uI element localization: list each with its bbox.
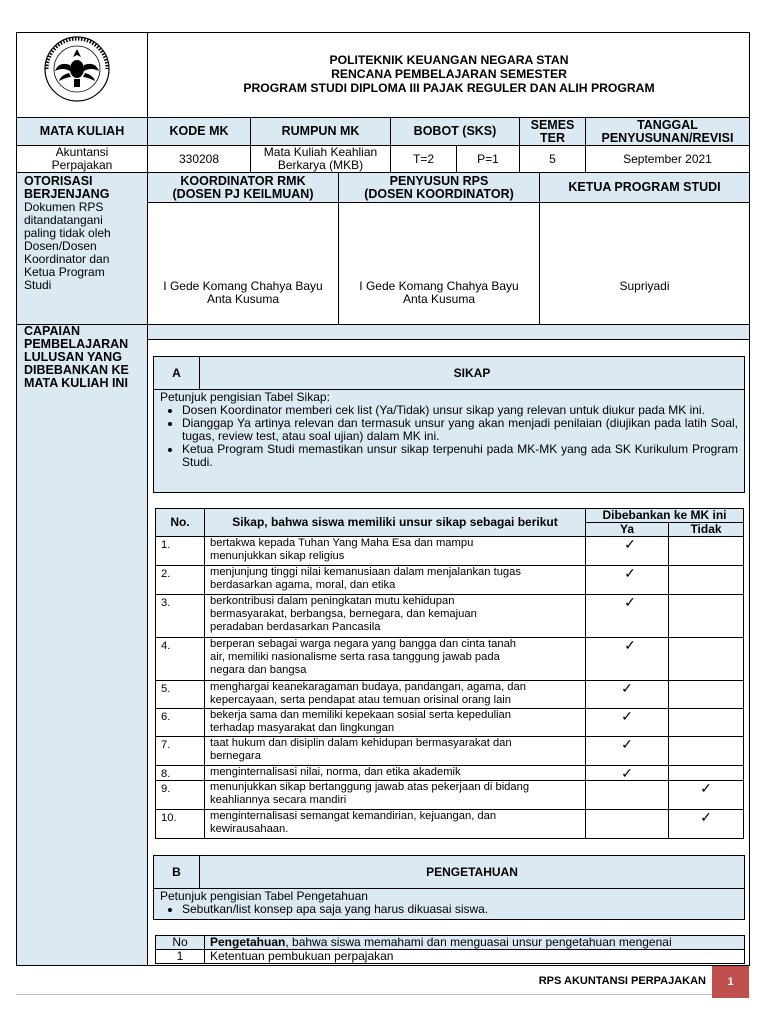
coordinator-signature-cell xyxy=(147,202,339,325)
sikap-row-desc xyxy=(204,780,586,810)
sikap-instruction-item: • Dianggap Ya artinya relevan dan termasuk unsur yang akan menjadi penilaian (diujikan pada latih Soal, tugas, review test, atau soal ujian) dalam MK ini. xyxy=(182,417,738,443)
sikap-row-desc-line: berperan sebagai warga negara yang bangga dan cinta tanah xyxy=(210,638,517,650)
authorization-label-2: BERJENJANG xyxy=(24,187,110,201)
sikap-row-tidak xyxy=(668,536,744,566)
sikap-row-desc xyxy=(204,637,586,681)
footer-rule xyxy=(16,994,750,995)
sikap-instruction-item: • Dosen Koordinator memberi cek list (Ya/Tidak) unsur sikap yang relevan untuk diukur pada MK ini. xyxy=(182,404,738,417)
sikap-row-desc xyxy=(204,680,586,709)
coordinator-title-line2: (DOSEN PJ KEILMUAN) xyxy=(172,186,314,201)
col-code: KODE MK xyxy=(147,117,251,146)
sikap-row-tidak: ✓ xyxy=(668,780,744,810)
footer-page-number: 1 xyxy=(712,966,749,998)
author-title-line2: (DOSEN KOORDINATOR) xyxy=(364,186,514,201)
sikap-row-desc xyxy=(204,565,586,595)
sikap-row-yes: ✓ xyxy=(585,565,669,595)
col-date xyxy=(585,117,750,146)
course-code: 330208 xyxy=(147,145,251,173)
pengetahuan-instructions-list xyxy=(160,903,738,916)
coordinator-name-line2: Anta Kusuma xyxy=(206,292,280,306)
sikap-row-desc-line: bertakwa kepada Tuhan Yang Maha Esa dan mampu xyxy=(210,537,474,549)
pengetahuan-instruction-item: • Sebutkan/list konsep apa saja yang harus dikuasai siswa. xyxy=(182,903,738,916)
col-semester xyxy=(519,117,586,146)
sikap-row-desc-line: air, memiliki nasionalisme serta rasa tanggung jawab pada xyxy=(210,651,500,663)
sikap-row-desc-line: negara dan bangsa xyxy=(210,664,307,676)
authorization-label-1: OTORISASI xyxy=(24,174,93,188)
institution-name: POLITEKNIK KEUANGAN NEGARA STAN xyxy=(329,52,569,67)
sikap-row-yes: ✓ xyxy=(585,708,669,737)
sikap-row-desc-line: kepercayaan, serta pendapat atau temuan orisinal orang lain xyxy=(210,694,512,706)
sikap-row-no: 8. xyxy=(155,765,205,781)
sikap-row-desc-line: kewirausahaan. xyxy=(210,823,289,835)
sikap-row-tidak xyxy=(668,565,744,595)
sikap-instructions xyxy=(153,389,745,493)
sikap-row-no: 1. xyxy=(155,536,205,566)
sikap-row-no: 6. xyxy=(155,708,205,737)
cpl-label-3: LULUSAN YANG xyxy=(24,350,122,364)
sikap-row-desc xyxy=(204,765,586,781)
col-date-line2: PENYUSUNAN/REVISI xyxy=(601,130,734,145)
sikap-row-yes: ✓ xyxy=(585,765,669,781)
sikap-row-no: 4. xyxy=(155,637,205,681)
sikap-row-tidak xyxy=(668,594,744,638)
sikap-row-no: 2. xyxy=(155,565,205,595)
col-date-line1: TANGGAL xyxy=(637,117,698,132)
author-title-line1: PENYUSUN RPS xyxy=(389,173,489,188)
pengetahuan-col-no: No xyxy=(155,935,205,950)
sikap-row-desc xyxy=(204,708,586,737)
sikap-row-desc-line: menunjukkan sikap religius xyxy=(210,550,345,562)
author-title xyxy=(338,172,540,203)
col-course: MATA KULIAH xyxy=(16,117,148,146)
sikap-row-desc-line: bermasyarakat, berbangsa, bernegara, dan kemajuan xyxy=(210,608,477,620)
sikap-row-desc-line: menunjukkan sikap bertanggung jawab atas pekerjaan di bidang xyxy=(210,781,530,793)
sikap-row-tidak xyxy=(668,765,744,781)
footer-title: RPS AKUNTANSI PERPAJAKAN xyxy=(538,975,706,987)
sikap-row-desc xyxy=(204,536,586,566)
author-name-line1: I Gede Komang Chahya Bayu xyxy=(359,279,519,293)
sikap-instruction-item: • Ketua Program Studi memastikan unsur sikap terpenuhi pada MK-MK yang ada SK Kurikulum Program Studi. xyxy=(182,443,738,469)
col-credits: BOBOT (SKS) xyxy=(390,117,520,146)
sikap-row-desc-line: menjunjung tinggi nilai kemanusiaan dalam menjalankan tugas xyxy=(210,566,521,578)
sikap-title: SIKAP xyxy=(199,356,745,390)
pengetahuan-row-no: 1 xyxy=(155,949,205,964)
sikap-row-tidak xyxy=(668,680,744,709)
sikap-col-assigned: Dibebankan ke MK ini xyxy=(585,508,744,523)
sikap-col-tidak: Tidak xyxy=(668,522,744,537)
sikap-row-no: 5. xyxy=(155,680,205,709)
col-semester-line1: SEMES xyxy=(530,117,575,132)
pengetahuan-col-desc-bold: Pengetahuan xyxy=(210,935,286,949)
institution-logo xyxy=(41,35,113,103)
course-semester: 5 xyxy=(519,145,586,173)
pengetahuan-instructions-title: Petunjuk pengisian Tabel Pengetahuan xyxy=(160,889,368,903)
sikap-col-no: No. xyxy=(155,508,205,537)
cpl-label-5: MATA KULIAH INI xyxy=(24,376,128,390)
pengetahuan-row-desc: Ketentuan pembukuan perpajakan xyxy=(204,949,745,964)
col-cluster: RUMPUN MK xyxy=(250,117,391,146)
course-name-line1: Akuntansi xyxy=(55,145,109,159)
cpl-label-2: PEMBELAJARAN xyxy=(24,337,129,351)
head-signature-cell xyxy=(539,202,750,325)
course-name-line2: Perpajakan xyxy=(51,158,113,172)
sikap-row-tidak: ✓ xyxy=(668,809,744,839)
sikap-row-tidak xyxy=(668,708,744,737)
credits-practice: P=1 xyxy=(456,145,520,173)
sikap-row-desc-line: bernegara xyxy=(210,750,262,762)
course-cluster-line2: Berkarya (MKB) xyxy=(277,158,364,172)
cpl-label-1: CAPAIAN xyxy=(24,324,81,338)
sikap-row-desc-line: menghargai keanekaragaman budaya, pandangan, agama, dan xyxy=(210,681,526,693)
cpl-top-strip xyxy=(147,324,750,340)
course-name xyxy=(16,145,148,173)
course-date: September 2021 xyxy=(585,145,750,173)
coordinator-title-line1: KOORDINATOR RMK xyxy=(180,173,306,188)
sikap-row-desc xyxy=(204,809,586,839)
sikap-instructions-list xyxy=(160,404,738,469)
pengetahuan-col-desc-rest: , bahwa siswa memahami dan menguasai unsur pengetahuan mengenai xyxy=(285,935,672,949)
program-name: PROGRAM STUDI DIPLOMA III PAJAK REGULER DAN ALIH PROGRAM xyxy=(243,80,655,95)
sikap-row-no: 9. xyxy=(155,780,205,810)
author-signature-cell xyxy=(338,202,540,325)
author-name-line2: Anta Kusuma xyxy=(402,292,476,306)
sikap-row-desc-line: terhadap masyarakat dan lingkungan xyxy=(210,722,395,734)
sikap-row-no: 10. xyxy=(155,809,205,839)
authorization-note: Dokumen RPS ditandatangani paling tidak oleh Dosen/Dosen Koordinator dan Ketua Program Studi xyxy=(24,200,111,292)
sikap-row-yes: ✓ xyxy=(585,594,669,638)
sikap-row-desc-line: berkontribusi dalam peningkatan mutu kehidupan xyxy=(210,595,455,607)
sikap-row-yes: ✓ xyxy=(585,637,669,681)
col-semester-line2: TER xyxy=(540,130,565,145)
sikap-row-yes xyxy=(585,780,669,810)
pengetahuan-letter: B xyxy=(153,855,200,889)
sikap-row-desc-line: taat hukum dan disiplin dalam kehidupan bermasyarakat dan xyxy=(210,737,512,749)
sikap-row-yes: ✓ xyxy=(585,680,669,709)
pengetahuan-title: PENGETAHUAN xyxy=(199,855,745,889)
credits-theory: T=2 xyxy=(390,145,457,173)
sikap-row-yes xyxy=(585,809,669,839)
cpl-label-4: DIBEBANKAN KE xyxy=(24,363,129,377)
cpl-label-cell xyxy=(16,324,148,966)
sikap-row-tidak xyxy=(668,736,744,766)
sikap-row-desc-line: menginternalisasi semangat kemandirian, kejuangan, dan xyxy=(210,810,497,822)
head-title: KETUA PROGRAM STUDI xyxy=(539,172,750,203)
sikap-row-desc-line: bekerja sama dan memiliki kepekaan sosial serta kepedulian xyxy=(210,709,511,721)
sikap-letter: A xyxy=(153,356,200,390)
coordinator-name xyxy=(148,279,338,307)
sikap-row-yes: ✓ xyxy=(585,736,669,766)
course-cluster xyxy=(250,145,391,173)
document-title: RENCANA PEMBELAJARAN SEMESTER xyxy=(331,66,567,81)
head-name: Supriyadi xyxy=(619,278,670,293)
pengetahuan-instructions xyxy=(153,888,745,920)
coordinator-title xyxy=(147,172,339,203)
sikap-row-yes: ✓ xyxy=(585,536,669,566)
sikap-col-desc: Sikap, bahwa siswa memiliki unsur sikap sebagai berikut xyxy=(204,508,586,537)
sikap-row-desc-line: berdasarkan agama, moral, dan etika xyxy=(210,579,396,591)
pengetahuan-col-desc xyxy=(204,935,745,950)
sikap-row-desc-line: keahliannya secara mandiri xyxy=(210,794,347,806)
sikap-row-desc xyxy=(204,736,586,766)
course-cluster-line1: Mata Kuliah Keahlian xyxy=(263,145,378,159)
coordinator-name-line1: I Gede Komang Chahya Bayu xyxy=(163,279,323,293)
sikap-row-desc-line: menginternalisasi nilai, norma, dan etika akademik xyxy=(210,766,461,778)
author-name xyxy=(339,279,539,307)
sikap-col-yes: Ya xyxy=(585,522,669,537)
authorization-label-cell xyxy=(16,172,148,325)
sikap-row-desc-line: peradaban berdasarkan Pancasila xyxy=(210,621,381,633)
sikap-row-no: 3. xyxy=(155,594,205,638)
sikap-instructions-title: Petunjuk pengisian Tabel Sikap: xyxy=(160,390,330,404)
sikap-row-tidak xyxy=(668,637,744,681)
sikap-row-desc xyxy=(204,594,586,638)
sikap-row-no: 7. xyxy=(155,736,205,766)
